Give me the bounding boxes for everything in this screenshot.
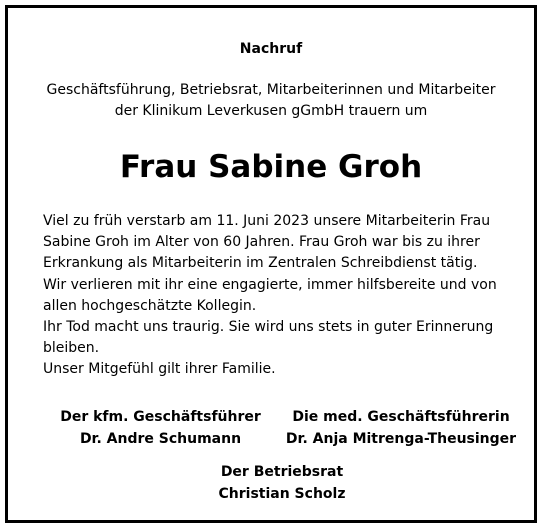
obituary-frame xyxy=(5,5,537,523)
signature-name: Christian Scholz xyxy=(218,486,346,502)
body-line: Wir verlieren mit ihr eine engagierte, immer hilfsbereite und von xyxy=(43,276,497,293)
body-line: Sabine Groh im Alter von 60 Jahren. Frau Groh war bis zu ihrer xyxy=(43,234,480,251)
intro-line-1: Geschäftsführung, Betriebsrat, Mitarbeiterinnen und Mitarbeiter xyxy=(46,82,496,98)
signature-role: Der Betriebsrat xyxy=(220,464,344,480)
signature-name: Dr. Andre Schumann xyxy=(79,431,242,447)
signature-left xyxy=(48,406,273,450)
body-line: Viel zu früh verstarb am 11. Juni 2023 unsere Mitarbeiterin Frau xyxy=(43,213,491,229)
body-line: Ihr Tod macht uns traurig. Sie wird uns stets in guter Erinnerung xyxy=(43,319,494,336)
intro-text xyxy=(8,80,534,122)
body-line: Unser Mitgefühl gilt ihrer Familie. xyxy=(43,361,276,378)
signature-center xyxy=(8,461,550,505)
obituary-body xyxy=(43,211,497,381)
body-line: Erkrankung als Mitarbeiterin im Zentralen Schreibdienst tätig. xyxy=(43,255,478,272)
signature-name: Dr. Anja Mitrenga-Theusinger xyxy=(285,431,517,447)
signature-right xyxy=(276,406,526,450)
intro-line-2: der Klinikum Leverkusen gGmbH trauern um xyxy=(114,103,428,119)
signature-role: Die med. Geschäftsführerin xyxy=(292,409,510,425)
signature-role: Der kfm. Geschäftsführer xyxy=(60,409,261,425)
body-line: allen hochgeschätzte Kollegin. xyxy=(43,297,257,314)
deceased-name: Frau Sabine Groh xyxy=(119,149,423,185)
heading: Nachruf xyxy=(239,41,303,57)
body-line: bleiben. xyxy=(43,340,100,357)
